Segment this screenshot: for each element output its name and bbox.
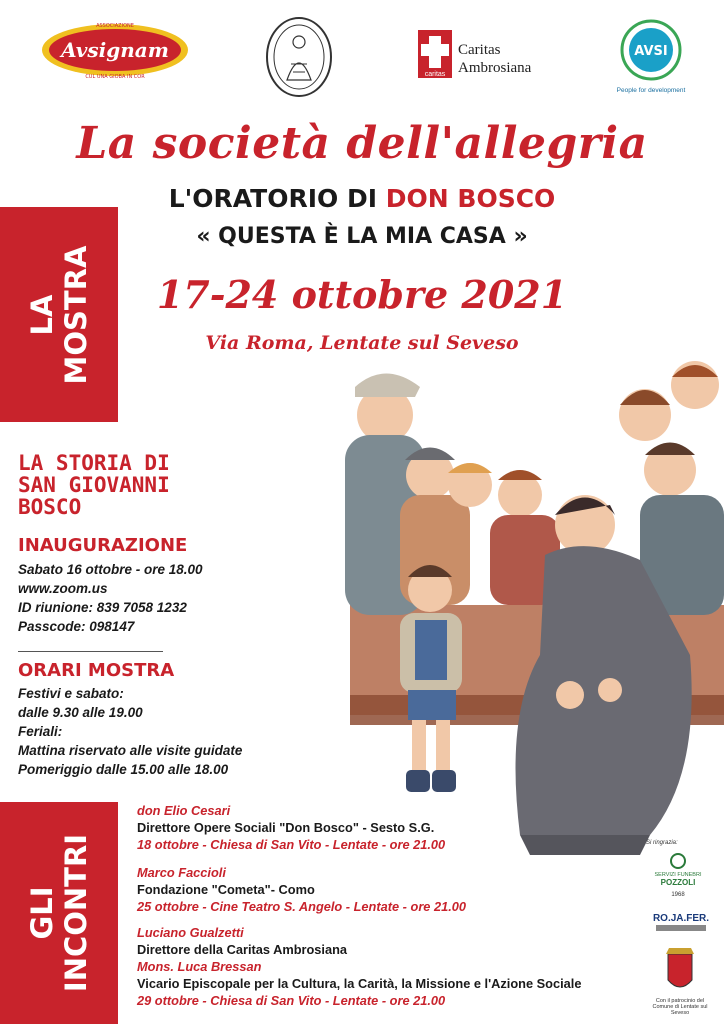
event-dates: 17-24 ottobre 2021: [156, 272, 568, 317]
svg-text:Ambrosiana: Ambrosiana: [458, 60, 532, 76]
section-divider: [18, 651, 163, 652]
band-gli-incontri: GLI INCONTRI: [0, 802, 118, 1024]
venue: Via Roma, Lentate sul Seveso: [205, 332, 519, 354]
event-2: [137, 864, 466, 915]
subtitle-highlight: DON BOSCO: [385, 184, 556, 213]
caritas-logo: [418, 28, 558, 83]
svg-text:People for development: People for development: [616, 87, 686, 94]
inaugurazione-meeting-id: ID riunione: 839 7058 1232: [18, 600, 187, 615]
svg-text:ASSOCIAZIONE: ASSOCIAZIONE: [96, 23, 134, 29]
storia-heading: LA STORIA DI SAN GIOVANNI BOSCO: [18, 451, 170, 519]
event-speaker-title: Direttore Opere Sociali "Don Bosco" - Sesto S.G.: [137, 820, 435, 835]
svg-text:Caritas: Caritas: [458, 42, 501, 58]
svg-text:SERVIZI FUNEBRI: SERVIZI FUNEBRI: [654, 872, 702, 878]
event-1: [137, 802, 445, 853]
orari-heading: ORARI MOSTRA: [18, 660, 175, 681]
event-speaker: Luciano Gualzetti: [137, 925, 244, 940]
subtitle-oratorio: L'ORATORIO DI DON BOSCO: [168, 184, 556, 213]
svg-text:POZZOLI: POZZOLI: [660, 878, 696, 887]
event-speaker-2-title: Vicario Episcopale per la Cultura, la Carità, la Missione e l'Azione Sociale: [137, 976, 582, 991]
seal-logo: [265, 16, 333, 98]
svg-text:1968: 1968: [671, 892, 685, 898]
event-speaker: Marco Faccioli: [137, 865, 226, 880]
svg-text:RO.JA.FER.: RO.JA.FER.: [652, 913, 710, 924]
inaugurazione-heading: INAUGURAZIONE: [18, 535, 188, 556]
event-speaker-title: Fondazione "Cometa"- Como: [137, 882, 315, 897]
inaugurazione-url: www.zoom.us: [18, 581, 108, 596]
pozzoli-logo: [652, 852, 704, 900]
main-title: La società dell'allegria: [76, 118, 648, 169]
event-date: 18 ottobre - Chiesa di San Vito - Lentate - ore 21.00: [137, 837, 446, 852]
avsi-logo: [614, 18, 688, 96]
inaugurazione-passcode: Passcode: 098147: [18, 619, 135, 634]
svg-text:AVSI: AVSI: [634, 44, 668, 59]
event-speaker-title: Direttore della Caritas Ambrosiana: [137, 942, 348, 957]
orari-details: Festivi e sabato: dalle 9.30 alle 19.00 Feriali: Mattina riservato alle visite guidate Pomeriggio dalle 15.00 alle 18.00: [18, 686, 243, 777]
svg-text:caritas: caritas: [424, 71, 446, 78]
comune-crest: Con il patrocinio del Comune di Lentate sul Seveso: [645, 946, 715, 1024]
event-date: 29 ottobre - Chiesa di San Vito - Lentate - ore 21.00: [137, 993, 446, 1008]
inaugurazione-date: Sabato 16 ottobre - ore 18.00: [18, 562, 203, 577]
subtitle-quote: « QUESTA È LA MIA CASA »: [196, 224, 528, 249]
svg-text:CUL UNA GIOBA IN COR: CUL UNA GIOBA IN COR: [85, 74, 145, 80]
rojafer-logo: [652, 910, 710, 934]
event-speaker: don Elio Cesari: [137, 803, 231, 818]
avsignam-logo: [40, 20, 190, 80]
avsignam-logo-text: Avsignam: [61, 38, 169, 62]
event-3: [137, 924, 581, 1009]
don-bosco-illustration: [320, 355, 724, 860]
inaugurazione-details: [18, 560, 203, 636]
event-date: 25 ottobre - Cine Teatro S. Angelo - Lentate - ore 21.00: [137, 899, 466, 914]
sponsor-heading: Si ringrazia:: [646, 840, 678, 846]
band-la-mostra: LA MOSTRA: [0, 207, 118, 422]
event-speaker-2: Mons. Luca Bressan: [137, 959, 262, 974]
